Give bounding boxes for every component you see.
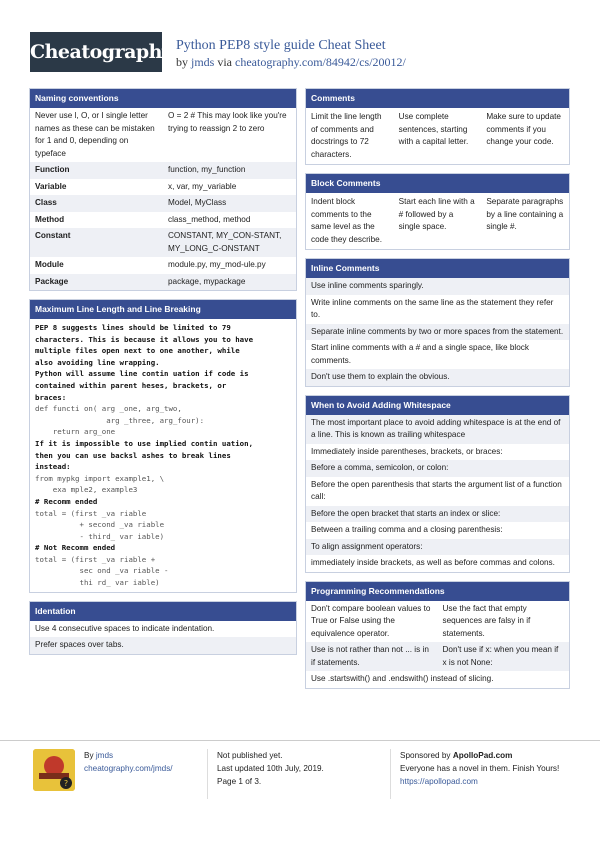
cell-value: x, var, my_variable (168, 181, 237, 191)
code-line: from mypkg import example1, \ (35, 473, 165, 483)
footer-by: By (84, 751, 94, 760)
section-heading: Maximum Line Length and Line Breaking (30, 300, 296, 319)
sponsor-info (400, 749, 570, 788)
svg-text:?: ? (63, 779, 69, 788)
code-line: multiple files open next to one another, while (35, 346, 240, 356)
cell-value: package, mypackage (168, 276, 246, 286)
footer-author-url[interactable]: cheatography.com/jmds/ (84, 764, 173, 773)
section-heading: Naming conventions (30, 89, 296, 108)
code-line: + second _va riable (35, 520, 165, 530)
section-heading: When to Avoid Adding Whitespace (306, 396, 569, 415)
cell: Use complete sentences, starting with a capital letter. (398, 112, 469, 146)
table-row (30, 162, 296, 179)
code-line: def functi on( arg _one, arg_two, (35, 404, 182, 414)
cell: Use is not rather than not ... is in if statements. (311, 645, 429, 667)
list-item: Use .startswith() and .endswith() instead of slicing. (311, 674, 494, 683)
code-line: also avoiding line wrapping. (35, 357, 160, 367)
cell: Make sure to update comments if you change your code. (486, 112, 561, 146)
cell: Use the fact that empty sequences are falsy in if statements. (442, 603, 531, 638)
list-item: Use inline comments sparingly. (306, 278, 569, 295)
table-row (30, 179, 296, 196)
section-heading: Block Comments (306, 174, 569, 193)
list-item: Between a trailing comma and a closing parenthesis: (311, 525, 503, 534)
cell: Don't compare boolean values to True or False using the equivalence operator. (311, 603, 431, 638)
cell: Don't use if x: when you mean if x is not None: (442, 645, 559, 667)
last-updated: Last updated 10th July, 2019. (217, 764, 324, 773)
cell-key: Module (35, 260, 64, 269)
cell: Limit the line length of comments and docstrings to 72 characters. (311, 112, 382, 159)
code-line: # Not Recomm ended (35, 543, 116, 553)
list-item: Before the open parenthesis that starts the argument list of a function call: (311, 479, 562, 501)
code-line: # Recomm ended (35, 496, 98, 506)
divider (207, 749, 208, 799)
cell-key: Function (35, 165, 70, 174)
cell-key: Method (35, 214, 65, 224)
code-line: PEP 8 suggests lines should be limited to 79 (35, 323, 231, 332)
code-line: Python will assume line contin uation if code is (35, 369, 249, 379)
cell-key: Package (35, 276, 69, 286)
sponsor-text: Everyone has a novel in them. Finish Yours! (400, 764, 560, 773)
programming-recommendations-section (305, 581, 570, 689)
page-footer (0, 740, 600, 810)
indentation-section (29, 601, 297, 655)
code-line: - third_ var iable) (35, 531, 165, 541)
code-line: arg _three, arg_four): (35, 415, 205, 425)
code-line: If it is impossible to use implied contin uation, (35, 438, 254, 448)
sponsor-url[interactable]: https://apollopad.com (400, 777, 478, 786)
cell-key: Class (35, 198, 57, 207)
byline-by: by (176, 55, 188, 69)
section-heading: Programming Recommendations (306, 582, 569, 601)
author-avatar[interactable] (33, 749, 75, 791)
table-row (30, 257, 296, 274)
list-item: immediately inside brackets, as well as before commas and colons. (311, 558, 555, 567)
table-row (30, 212, 296, 229)
section-heading: Identation (30, 602, 296, 621)
sheet-url-link[interactable]: cheatography.com/84942/cs/20012/ (235, 55, 406, 69)
code-block (30, 319, 296, 592)
cell: Separate paragraphs by a line containing a single #. (486, 197, 564, 231)
code-line: sec ond _va riable - (35, 566, 169, 576)
cell: Never use l, O, or I single letter names as these can be mistaken for 1 and 0, depending on typeface (35, 111, 155, 158)
publish-status: Not published yet. (217, 751, 283, 760)
section-heading: Comments (306, 89, 569, 108)
byline-via: via (217, 55, 233, 69)
right-column (305, 88, 570, 697)
cell-key: Variable (35, 181, 67, 191)
list-item: Separate inline comments by two or more spaces from the statement. (306, 324, 569, 341)
page-number: Page 1 of 3. (217, 777, 262, 786)
cell-value: module.py, my_mod-ule.py (168, 260, 266, 269)
inline-comments-section (305, 258, 570, 387)
cell-value: function, my_function (168, 165, 246, 174)
table-row (306, 642, 569, 671)
code-line: total = (first _va riable + (35, 554, 156, 564)
sponsor-name: ApolloPad.com (452, 751, 513, 760)
cell-key: Constant (35, 231, 71, 240)
max-line-length-section (29, 299, 297, 593)
divider (390, 749, 391, 799)
list-item: Before a comma, semicolon, or colon: (306, 460, 569, 477)
page-title: Python PEP8 style guide Cheat Sheet (176, 38, 386, 53)
publish-info (217, 749, 324, 788)
block-comments-section (305, 173, 570, 250)
list-item: Don't use them to explain the obvious. (306, 369, 569, 386)
list-item: Prefer spaces over tabs. (30, 637, 296, 654)
cell-value: CONSTANT, MY_CON-STANT, MY_LONG_C-ONSTANT (168, 231, 282, 253)
code-line: instead: (35, 462, 71, 472)
list-item: The most important place to avoid adding whitespace is at the end of a line. This is known as trailing whitespace (306, 415, 569, 444)
table-row (30, 195, 296, 212)
code-line: exa mple2, example3 (35, 485, 138, 495)
code-line: characters. This is because it allows you to have (35, 334, 254, 344)
author-link[interactable]: jmds (191, 55, 215, 69)
cell-value: class_method, method (168, 214, 251, 224)
left-column (29, 88, 297, 663)
comments-section (305, 88, 570, 165)
table-row (30, 228, 296, 257)
section-heading: Inline Comments (306, 259, 569, 278)
list-item: To align assignment operators: (306, 539, 569, 556)
sponsor-prefix: Sponsored by (400, 751, 451, 760)
avatar-image (33, 749, 75, 791)
list-item: Write inline comments on the same line as the statement they refer to. (311, 297, 554, 319)
list-item: Use 4 consecutive spaces to indicate indentation. (35, 623, 215, 633)
table-row (306, 193, 569, 249)
author-info (84, 749, 173, 775)
table-row (306, 601, 569, 643)
cell: Indent block comments to the same level as the code they describe. (311, 197, 383, 244)
footer-author-link[interactable]: jmds (95, 751, 114, 760)
naming-conventions-section (29, 88, 297, 291)
list-item: Before the open bracket that starts an index or slice: (306, 506, 569, 523)
cheatography-logo[interactable]: Cheatography (30, 32, 162, 72)
whitespace-section (305, 395, 570, 573)
table-row (30, 274, 296, 291)
code-line: total = (first _va riable (35, 508, 147, 518)
list-item: Start inline comments with a # and a single space, like block comments. (311, 343, 529, 365)
cell: Start each line with a # followed by a single space. (398, 197, 475, 231)
cell: O = 2 # This may look like you're trying to reassign 2 to zero (168, 111, 287, 133)
code-line: braces: (35, 392, 67, 402)
table-row (306, 108, 569, 164)
code-line: thi rd_ var iable) (35, 578, 160, 588)
list-item: Immediately inside parentheses, brackets, or braces: (311, 446, 503, 456)
table-row (30, 108, 296, 162)
cell-value: Model, MyClass (168, 198, 227, 207)
byline (176, 55, 406, 70)
code-line: return arg_one (35, 427, 116, 437)
page-header (0, 0, 600, 90)
code-line: then you can use backsl ashes to break lines (35, 450, 231, 460)
code-line: contained within parent heses, brackets, or (35, 380, 227, 390)
